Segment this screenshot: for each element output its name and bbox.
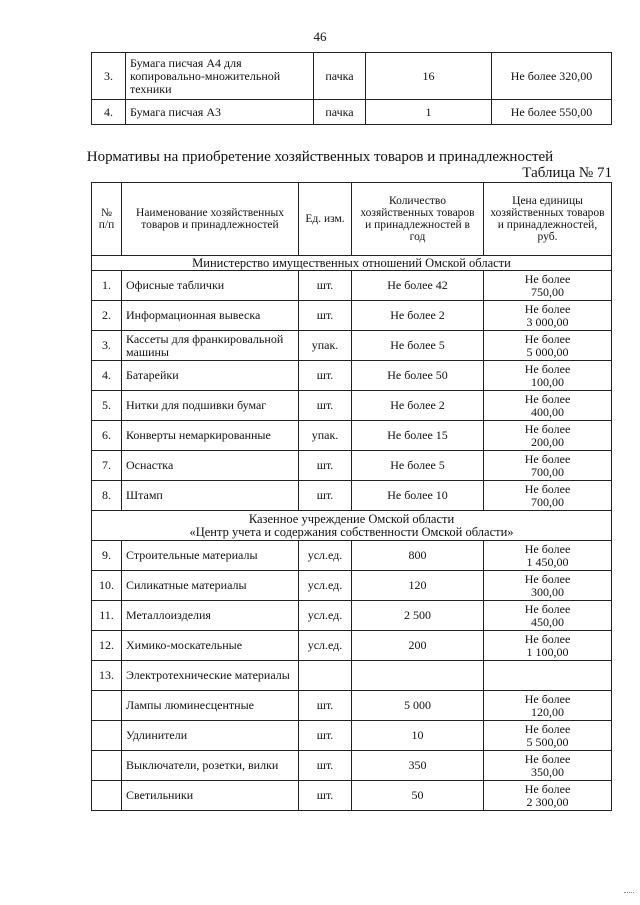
item-unit: упак. [299, 331, 352, 361]
group-title-line: «Центр учета и содержания собственности Омской области» [189, 524, 514, 539]
table-row [92, 361, 612, 391]
price-prefix: Не более [524, 331, 571, 346]
price-value: 1 450,00 [526, 554, 569, 569]
item-qty: Не более 10 [352, 481, 484, 511]
item-price [484, 751, 612, 781]
item-price [484, 571, 612, 601]
item-unit: шт. [299, 691, 352, 721]
header-name: Наименование хозяйственных товаров и принадлежностей [122, 183, 299, 256]
item-unit: шт. [299, 271, 352, 301]
item-qty: 16 [366, 53, 492, 100]
item-name: Лампы люминесцентные [122, 691, 299, 721]
price-value: 2 300,00 [526, 794, 569, 809]
group-title-row [92, 256, 612, 271]
item-qty: 200 [352, 631, 484, 661]
price-prefix: Не более [524, 451, 571, 466]
row-number: 4. [92, 361, 122, 391]
row-number: 8. [92, 481, 122, 511]
group-title: Министерство имущественных отношений Омской области [92, 256, 612, 271]
header-row [92, 183, 612, 256]
row-number: 1. [92, 271, 122, 301]
main-table [91, 182, 612, 811]
item-unit: шт. [299, 481, 352, 511]
header-qty: Количество хозяйственных товаров и принадлежностей в год [352, 183, 484, 256]
item-name: Офисные таблички [122, 271, 299, 301]
item-price [484, 331, 612, 361]
item-price [484, 661, 612, 691]
item-name: Штамп [122, 481, 299, 511]
item-unit: шт. [299, 451, 352, 481]
item-name: Строительные материалы [122, 541, 299, 571]
price-prefix: Не более [524, 271, 571, 286]
row-number: 7. [92, 451, 122, 481]
price-prefix: Не более [524, 361, 571, 376]
table-row [92, 391, 612, 421]
item-name: Силикатные материалы [122, 571, 299, 601]
item-qty: Не более 42 [352, 271, 484, 301]
price-prefix: Не более [524, 631, 571, 646]
item-unit: усл.ед. [299, 601, 352, 631]
item-qty: 10 [352, 721, 484, 751]
table-row [92, 271, 612, 301]
table-label: Таблица № 71 [522, 165, 612, 181]
item-price [484, 721, 612, 751]
row-number: 5. [92, 391, 122, 421]
row-number: 6. [92, 421, 122, 451]
row-number: 10. [92, 571, 122, 601]
table-row [92, 451, 612, 481]
table-row [92, 100, 612, 125]
price-value: 100,00 [531, 374, 564, 389]
item-qty: Не более 2 [352, 391, 484, 421]
item-unit: шт. [299, 361, 352, 391]
item-unit: усл.ед. [299, 541, 352, 571]
item-qty: 1 [366, 100, 492, 125]
price-value: 200,00 [531, 434, 564, 449]
section-title: Нормативы на приобретение хозяйственных товаров и принадлежностей [86, 149, 554, 165]
table-row [92, 53, 612, 100]
price-prefix: Не более [524, 541, 571, 556]
item-name: Электротехнические материалы [122, 661, 299, 691]
row-number: 13. [92, 661, 122, 691]
table-row [92, 721, 612, 751]
price-prefix: Не более [524, 601, 571, 616]
item-unit: пачка [314, 100, 366, 125]
row-number [92, 691, 122, 721]
table-row [92, 331, 612, 361]
price-value: 450,00 [531, 614, 564, 629]
price-prefix: Не более [524, 751, 571, 766]
table-row [92, 481, 612, 511]
price-value: 750,00 [531, 284, 564, 299]
group-title-line: Казенное учреждение Омской области [248, 511, 455, 526]
item-qty [352, 661, 484, 691]
item-price [484, 361, 612, 391]
top-table [91, 52, 612, 125]
row-number: 4. [92, 100, 126, 125]
item-unit: шт. [299, 781, 352, 811]
scan-mark [624, 892, 634, 895]
item-price [484, 631, 612, 661]
item-name: Информационная вывеска [122, 301, 299, 331]
price-prefix: Не более [524, 391, 571, 406]
item-qty: 50 [352, 781, 484, 811]
item-name: Светильники [122, 781, 299, 811]
item-name: Выключатели, розетки, вилки [122, 751, 299, 781]
table-row [92, 571, 612, 601]
item-qty: 350 [352, 751, 484, 781]
price-prefix: Не более [524, 721, 571, 736]
row-number [92, 721, 122, 751]
item-qty: 800 [352, 541, 484, 571]
item-name: Нитки для подшивки бумаг [122, 391, 299, 421]
price-prefix: Не более [524, 781, 571, 796]
item-qty: 120 [352, 571, 484, 601]
item-name: Металлоизделия [122, 601, 299, 631]
item-name: Оснастка [122, 451, 299, 481]
price-prefix: Не более [524, 481, 571, 496]
row-number: 11. [92, 601, 122, 631]
table-row [92, 631, 612, 661]
row-number: 12. [92, 631, 122, 661]
item-name: Батарейки [122, 361, 299, 391]
table-row [92, 601, 612, 631]
row-number [92, 781, 122, 811]
item-price [484, 451, 612, 481]
price-value: 5 000,00 [526, 344, 569, 359]
price-prefix: Не более [524, 571, 571, 586]
table-row [92, 781, 612, 811]
price-prefix: Не более [524, 301, 571, 316]
item-qty: Не более 5 [352, 331, 484, 361]
page-number: 46 [313, 29, 327, 44]
group-title [92, 511, 612, 541]
price-prefix: Не более [524, 691, 571, 706]
price-value: 3 000,00 [526, 314, 569, 329]
item-price [484, 391, 612, 421]
header-unit: Ед. изм. [299, 183, 352, 256]
price-value: 300,00 [531, 584, 564, 599]
item-price [484, 541, 612, 571]
item-price [484, 481, 612, 511]
item-unit: шт. [299, 391, 352, 421]
item-qty: Не более 50 [352, 361, 484, 391]
table-row [92, 301, 612, 331]
item-price: Не более 320,00 [492, 53, 612, 100]
item-name: Бумага писчая А3 [126, 100, 314, 125]
row-number [92, 751, 122, 781]
item-unit: шт. [299, 301, 352, 331]
item-unit: пачка [314, 53, 366, 100]
price-value: 350,00 [531, 764, 564, 779]
price-value: 700,00 [531, 494, 564, 509]
item-qty: Не более 5 [352, 451, 484, 481]
item-price [484, 421, 612, 451]
price-value: 120,00 [531, 704, 564, 719]
item-qty: Не более 15 [352, 421, 484, 451]
item-price [484, 691, 612, 721]
item-price: Не более 550,00 [492, 100, 612, 125]
item-name: Удлинители [122, 721, 299, 751]
table-row [92, 661, 612, 691]
item-price [484, 301, 612, 331]
item-qty: Не более 2 [352, 301, 484, 331]
row-number: 2. [92, 301, 122, 331]
price-prefix: Не более [524, 421, 571, 436]
row-number: 3. [92, 53, 126, 100]
table-row [92, 421, 612, 451]
price-value: 1 100,00 [526, 644, 569, 659]
table-row [92, 691, 612, 721]
item-name: Кассеты для франкировальной машины [122, 331, 299, 361]
item-unit [299, 661, 352, 691]
item-unit: усл.ед. [299, 631, 352, 661]
item-unit: упак. [299, 421, 352, 451]
item-unit: шт. [299, 721, 352, 751]
item-unit: шт. [299, 751, 352, 781]
group-title-row [92, 511, 612, 541]
table-row [92, 751, 612, 781]
item-name: Химико-москательные [122, 631, 299, 661]
header-num: № п/п [92, 183, 122, 256]
row-number: 9. [92, 541, 122, 571]
item-name: Конверты немаркированные [122, 421, 299, 451]
table-row [92, 541, 612, 571]
item-price [484, 271, 612, 301]
item-price [484, 601, 612, 631]
item-qty: 5 000 [352, 691, 484, 721]
header-price: Цена единицы хозяйственных товаров и принадлежностей, руб. [484, 183, 612, 256]
row-number: 3. [92, 331, 122, 361]
item-price [484, 781, 612, 811]
item-qty: 2 500 [352, 601, 484, 631]
price-value: 700,00 [531, 464, 564, 479]
item-unit: усл.ед. [299, 571, 352, 601]
item-name: Бумага писчая А4 для копировально-множительной техники [126, 53, 314, 100]
price-value: 5 500,00 [526, 734, 569, 749]
price-value: 400,00 [531, 404, 564, 419]
